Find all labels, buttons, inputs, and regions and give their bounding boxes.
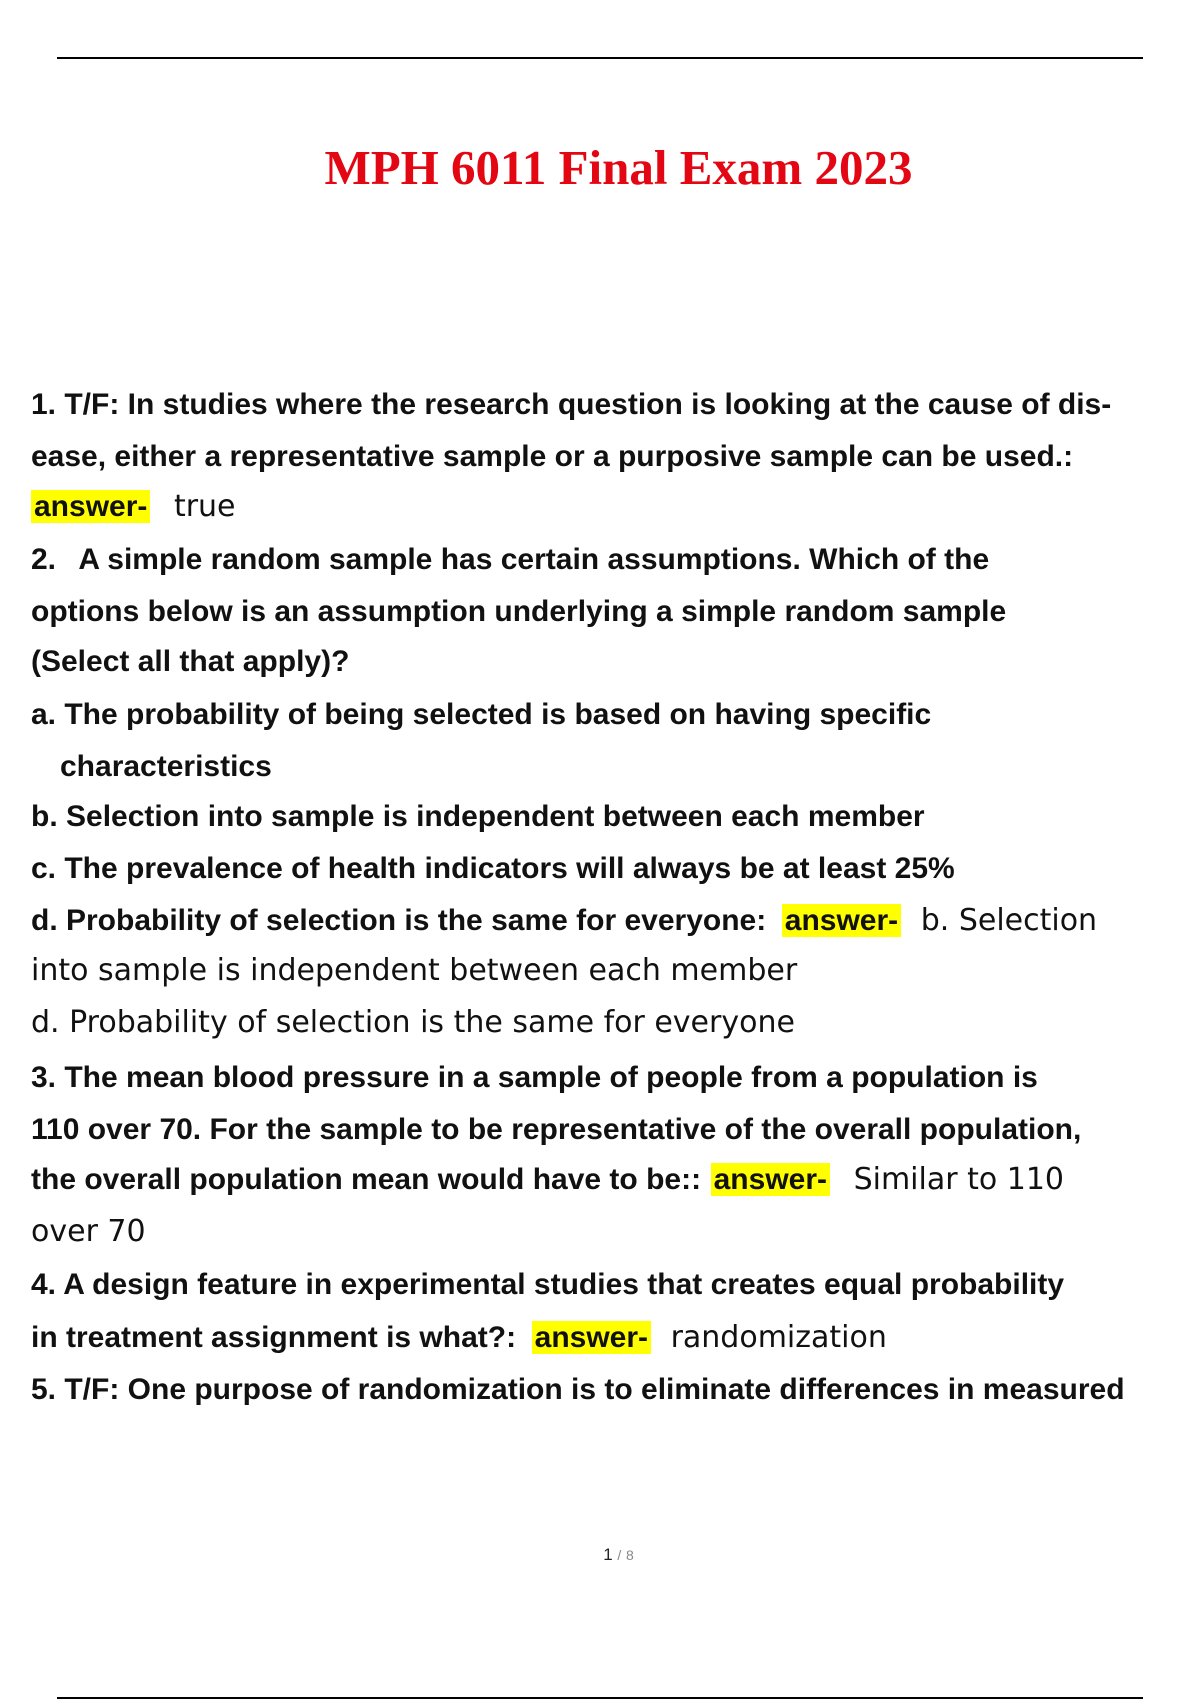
- q3-answer-2: over 70: [31, 1214, 146, 1249]
- page-total: 8: [626, 1547, 634, 1563]
- q2-text-1: A simple random sample has certain assumptions. Which of the: [78, 543, 990, 576]
- top-rule: [57, 57, 1143, 59]
- q5-line-1: 5. T/F: One purpose of randomization is to eliminate differences in measured: [31, 1373, 1125, 1406]
- page-indicator: [0, 1545, 1200, 1565]
- q3-text-3: the overall population mean would have to be::: [31, 1163, 702, 1196]
- q1-line-2: ease, either a representative sample or a purposive sample can be used.:: [31, 440, 1074, 473]
- q4-text-2: in treatment assignment is what?:: [31, 1321, 517, 1354]
- q4-answer: randomization: [670, 1320, 887, 1355]
- answer-highlight: answer-: [782, 904, 901, 937]
- q4-line-2: [31, 1318, 887, 1358]
- q2-option-d: d. Probability of selection is the same for everyone:: [31, 904, 767, 937]
- q3-line-1: 3. The mean blood pressure in a sample of people from a population is: [31, 1061, 1038, 1094]
- q2-answer-1: b. Selection: [920, 903, 1098, 938]
- q2-option-d-line: [31, 901, 1097, 941]
- q2-line-1: [31, 540, 989, 580]
- q2-option-c: c. The prevalence of health indicators will always be at least 25%: [31, 852, 955, 885]
- bottom-rule: [57, 1697, 1143, 1699]
- q1-line-1: 1. T/F: In studies where the research question is looking at the cause of dis-: [31, 388, 1112, 421]
- q1-answer-line: [31, 487, 236, 527]
- q3-line-3: [31, 1160, 1064, 1200]
- page-title: MPH 6011 Final Exam 2023: [324, 140, 913, 195]
- answer-highlight: answer-: [532, 1321, 651, 1354]
- q2-line-2: options below is an assumption underlying a simple random sample: [31, 595, 1007, 628]
- q3-line-2: 110 over 70. For the sample to be representative of the overall population,: [31, 1113, 1082, 1146]
- answer-highlight: answer-: [31, 490, 150, 523]
- page-separator: /: [617, 1547, 622, 1563]
- q2-answer-2: into sample is independent between each member: [31, 953, 798, 988]
- q2-option-a: a. The probability of being selected is based on having specific: [31, 698, 932, 731]
- q2-option-b: b. Selection into sample is independent between each member: [31, 800, 925, 833]
- page-current: 1: [603, 1545, 613, 1564]
- answer-highlight: answer-: [711, 1163, 830, 1196]
- q3-answer-1: Similar to 110: [853, 1162, 1065, 1197]
- q2-option-a-cont: characteristics: [60, 750, 272, 783]
- q4-line-1: 4. A design feature in experimental studies that creates equal probability: [31, 1268, 1065, 1301]
- q2-line-3: (Select all that apply)?: [31, 645, 350, 678]
- q2-number: 2.: [31, 543, 57, 576]
- q2-answer-3: d. Probability of selection is the same for everyone: [31, 1005, 795, 1040]
- q1-answer: true: [173, 489, 236, 524]
